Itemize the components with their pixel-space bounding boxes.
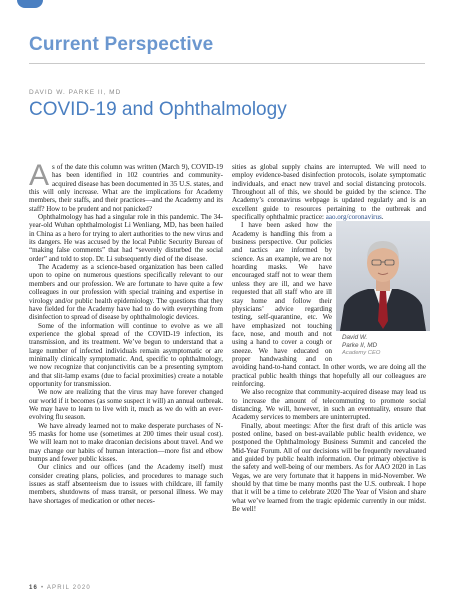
author-byline: DAVID W. PARKE II, MD (29, 89, 122, 96)
page-number: 16 (29, 585, 39, 591)
portrait-illustration (336, 221, 430, 331)
paragraph-1 (29, 159, 223, 213)
paragraph-1-text: s of the date this column was written (March 9), COVID-19 has been identified in 102 countries and community-acquired disease has been documented in 35 U.S. states, and this will only increase. What are the implications for Academy members, their staffs, and their practices—and the Academy and its staff? How to be prudent and not panicked? (29, 163, 223, 213)
paragraph-8-end: . (381, 213, 384, 222)
page-footer (29, 585, 91, 591)
paragraph-5: We now are realizing that the virus may have forever changed our world if it becomes (as some suspect it will) an annual outbreak. We may have to learn to live with it, much as we do with an ever-evolving flu season. (29, 388, 223, 422)
corner-tab (17, 0, 43, 8)
author-photo-block (336, 221, 430, 357)
right-column (232, 163, 426, 513)
paragraph-6: We have already learned not to make desperate purchases of N-95 masks for home use (sometimes at 200 times their usual cost). We will learn not to make draconian decisions about travel. And we may change our habits of human interaction—more fist and elbow bumps and fewer public kisses. (29, 421, 223, 464)
paragraph-8-text: sities as global supply chains are interrupted. We will need to employ evidence-based disinfection protocols, isolate symptomatic individuals, and enact new travel and social distancing protocols. Throughout all of this, we should be guided by the science. The Academy’s coronavirus webpage is updated regularly and is an excellent guide to resources pertaining to the outbreak and specifically ophthalmic practice: (232, 163, 426, 222)
author-photo (336, 221, 430, 331)
title-rule (29, 63, 425, 64)
caption-name-line-1: David W. (342, 334, 368, 342)
paragraph-9: I have been asked how the Academy is handling this from a business perspective. Our policies and tactics are informed by science. As an example, we are not hoarding masks. We have encouraged staff not to wear them unless they are ill, and we have requested that all staff who are ill stay home and follow their physicians’ advice regarding testing, self-quarantine, etc. We have emphasized not touching face, nose, and mouth and not using a hand to cover a cough or sneeze. We have educated on proper handwashing and on avoiding hand-to-hand contact. In other words, we are doing all the practical public health things that hopefully all our colleagues are reinforcing. (232, 221, 426, 388)
paragraph-4: Some of the information will continue to evolve as we all experience the global spread of the COVID-19 infection, its transmission, and its treatment. We’ve begun to understand that a large number of infected individuals remain asymptomatic or are minimally clinically symptomatic. And, specific to ophthalmology, we now recognize that conjunctivitis can be a presenting symptom and that slit-lamp exams (due to facial proximities) create a notable opportunity for transmission. (29, 321, 223, 388)
issue-date: APRIL 2020 (46, 585, 91, 591)
drop-cap: A (29, 159, 50, 192)
article-headline: COVID-19 and Ophthalmology (29, 99, 287, 120)
left-column (29, 159, 223, 505)
coronavirus-link[interactable]: aao.org/coronavirus (325, 213, 382, 222)
caption-name-line-2: Parke II, MD (342, 342, 377, 349)
paragraph-11: Finally, about meetings: After the first draft of this article was posted online, based on best-available public health evidence, we postponed the Ophthalmology Business Summit and canceled the Mid-Year Forum. All of our decisions will be frequently reevaluated and guided by public health information. Our primary objective is the safety and well-being of our members. As for AAO 2020 in Las Vegas, we are very fortunate that it happens in mid-November. We should by that time be many months past the U.S. outbreak. I hope that it will be a time to celebrate 2020 The Year of Vision and share what we’ve learned from the tragic epidemic currently in our midst. Be well! (232, 421, 426, 514)
paragraph-7: Our clinics and our offices (and the Academy itself) must consider creating plans, policies, and procedures to manage such issues as staff absenteeism due to issues with childcare, ill family members, shutdowns of mass transit, or personal illness. We may have shortages of medication or other neces- (29, 463, 223, 505)
section-title: Current Perspective (29, 34, 214, 55)
footer-separator: • (40, 585, 45, 591)
paragraph-8 (232, 163, 426, 221)
paragraph-3: The Academy as a science-based organization has been called upon to opine on numerous questions specifically relevant to our members and our profession. We are fortunate to have quite a few colleagues in our profession with special training and expertise in virology and/or public health epidemiology. The questions that they have fielded for the Academy have had to do with everything from disinfection to spread of disease by ophthalmologic devices. (29, 263, 223, 322)
photo-caption (336, 334, 430, 357)
caption-title: Academy CEO (342, 349, 381, 356)
paragraph-2: Ophthalmology has had a singular role in this pandemic. The 34-year-old Wuhan ophthalmologist Li Wenliang, MD, has been hailed in China as a hero for trying to alert authorities to the new virus and its dangers. He was accused by the local Public Security Bureau of “making false comments” that had “severely disturbed the social order” and told to stop. Dr. Li subsequently died of the disease. (29, 213, 223, 263)
paragraph-10: We also recognize that community-acquired disease may lead us to increase the amount of telecommuting to promote social distancing. We will, however, in such an eventuality, ensure that Academy services to members are uninterrupted. (232, 388, 426, 422)
